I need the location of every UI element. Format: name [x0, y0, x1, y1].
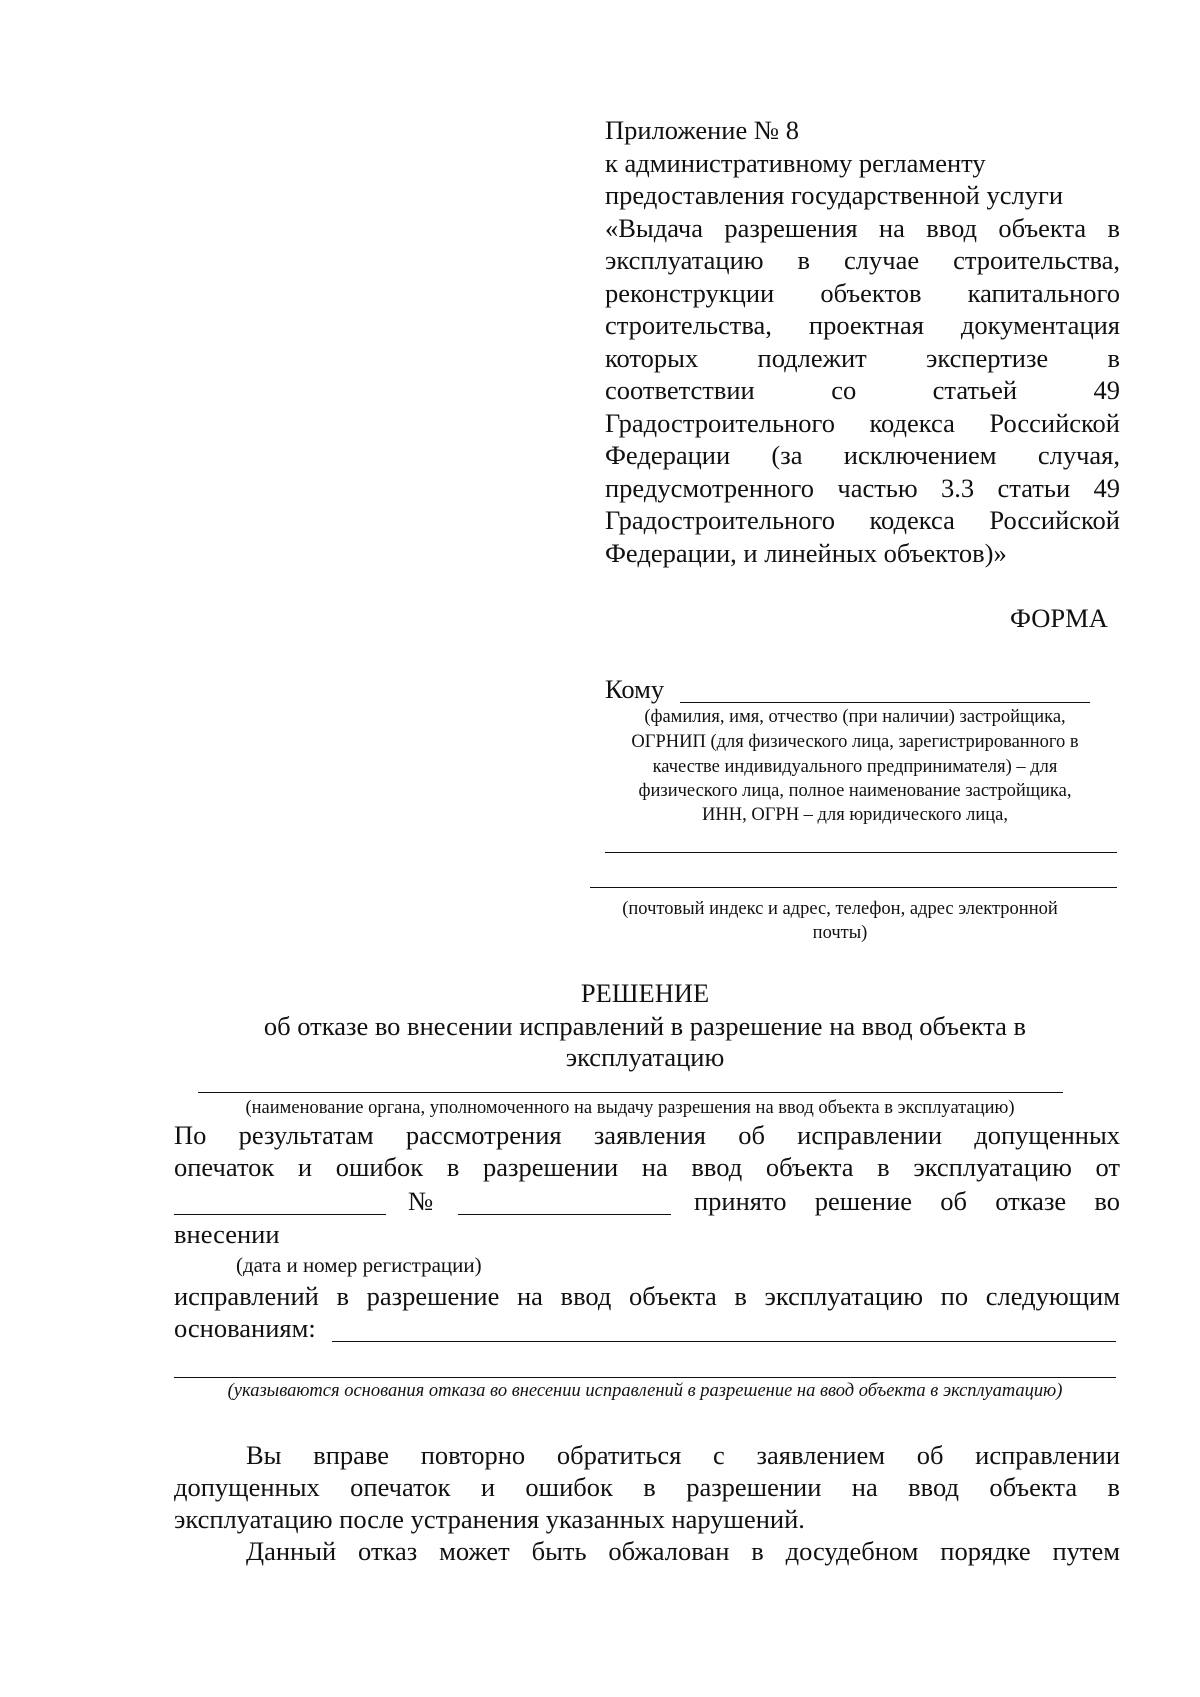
appendix-block — [605, 114, 1120, 569]
appendix-line: строительства, проектная документация — [605, 310, 1120, 340]
organ-name-line — [198, 1092, 1063, 1093]
appendix-line: Градостроительного кодекса Российской — [605, 505, 1120, 535]
decision-title: РЕШЕНИЕ — [580, 978, 710, 1008]
body-line-tail — [694, 1185, 1120, 1217]
date-number-hint: (дата и номер регистрации) — [236, 1253, 482, 1277]
body-line: основаниям: — [174, 1313, 316, 1343]
appendix-line: «Выдача разрешения на ввод объекта в — [605, 212, 1120, 243]
appendix-line: Градостроительного кодекса Российской — [605, 407, 1120, 438]
appendix-line: предусмотренного частью 3.3 статьи 49 — [605, 472, 1120, 503]
body-line-5 — [174, 1280, 1120, 1312]
appendix-line: Приложение № 8 — [605, 115, 800, 145]
address-hint-line: (почтовый индекс и адрес, телефон, адрес электронной — [622, 899, 1058, 919]
recipient-address-line — [590, 887, 1117, 888]
appendix-line: к административному регламенту — [605, 147, 986, 178]
appendix-line: соответствии со статьей 49 — [605, 375, 1120, 405]
recipient-details-line — [605, 852, 1117, 853]
body-line: По результатам рассмотрения заявления об исправлении допущенных — [174, 1120, 1120, 1150]
body-line: опечаток и ошибок в разрешении на ввод объекта в эксплуатацию от — [174, 1152, 1120, 1182]
recipient-hint-line: качестве индивидуального предпринимателя) – для — [652, 757, 1058, 777]
body-line: исправлений в разрешение на ввод объекта в эксплуатацию по следующим — [174, 1281, 1120, 1311]
body-line: Вы вправе повторно обратиться с заявлением об исправлении — [246, 1440, 1120, 1470]
address-hint-line: почты) — [812, 923, 868, 943]
body-line: эксплуатацию после устранения указанных нарушений. — [174, 1504, 805, 1534]
body-line: Данный отказ может быть обжалован в досудебном порядке путем — [246, 1536, 1120, 1566]
date-blank-line — [174, 1214, 386, 1215]
recipient-label: Кому — [605, 674, 665, 704]
decision-subtitle-line: эксплуатацию — [565, 1042, 725, 1072]
organ-hint: (наименование органа, уполномоченного на выдачу разрешения на ввод объекта в эксплуатацию) — [245, 1098, 1015, 1118]
number-blank-line — [458, 1214, 671, 1215]
recipient-hint-line: физического лица, полное наименование застройщика, — [638, 781, 1072, 801]
body-line: принято решение об отказе во — [694, 1186, 1120, 1216]
appendix-line: которых подлежит экспертизе в — [605, 342, 1120, 373]
body-paragraph-2 — [174, 1439, 1120, 1503]
body-paragraph-1 — [174, 1119, 1120, 1183]
recipient-hint-line: ИНН, ОГРН – для юридического лица, — [702, 805, 1008, 825]
reasons-hint: (указываются основания отказа во внесении исправлений в разрешение на ввод объекта в эксплуатацию) — [227, 1381, 1063, 1401]
number-sign: № — [408, 1186, 434, 1216]
body-paragraph-3 — [246, 1535, 1120, 1567]
decision-subtitle-line: об отказе во внесении исправлений в разрешение на ввод объекта в — [263, 1011, 1027, 1041]
recipient-hint-line: ОГРНИП (для физического лица, зарегистрированного в — [631, 732, 1079, 752]
body-line: допущенных опечаток и ошибок в разрешении на ввод объекта в — [174, 1472, 1120, 1502]
body-line: внесении — [174, 1219, 280, 1249]
appendix-line: эксплуатацию в случае строительства, — [605, 245, 1120, 275]
reasons-line-1 — [332, 1341, 1116, 1342]
appendix-line: реконструкции объектов капитального — [605, 277, 1120, 308]
reasons-line-2 — [174, 1377, 1116, 1378]
form-label: ФОРМА — [1010, 603, 1108, 633]
recipient-name-line — [680, 702, 1090, 703]
appendix-line: Федерации, и линейных объектов)» — [605, 537, 1007, 568]
recipient-hint-line: (фамилия, имя, отчество (при наличии) застройщика, — [644, 707, 1066, 727]
appendix-line: Федерации (за исключением случая, — [605, 440, 1120, 470]
appendix-line: предоставления государственной услуги — [605, 180, 1064, 210]
